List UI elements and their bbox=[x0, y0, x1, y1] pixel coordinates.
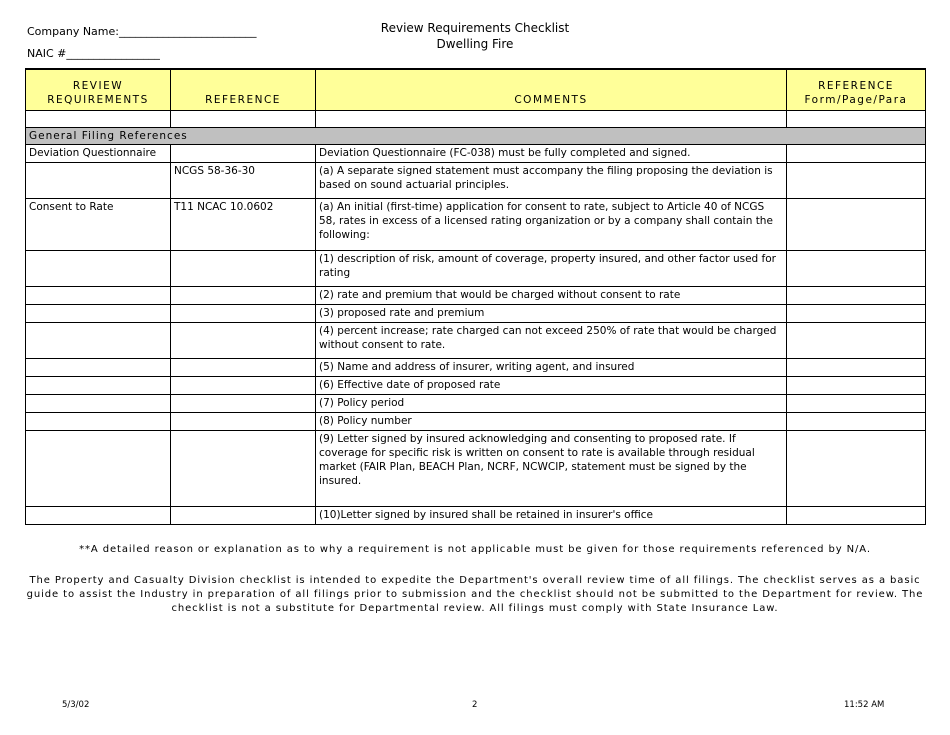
cell-req bbox=[26, 507, 171, 525]
cell-comment: (2) rate and premium that would be charged without consent to rate bbox=[316, 287, 787, 305]
cell-comment: Deviation Questionnaire (FC-038) must be fully completed and signed. bbox=[316, 145, 787, 163]
cell-req bbox=[26, 431, 171, 507]
col-header-comments: COMMENTS bbox=[316, 69, 787, 111]
cell-comment: (5) Name and address of insurer, writing agent, and insured bbox=[316, 359, 787, 377]
cell-ref bbox=[171, 251, 316, 287]
cell-comment: (6) Effective date of proposed rate bbox=[316, 377, 787, 395]
cell-req bbox=[26, 287, 171, 305]
cell-form bbox=[787, 359, 926, 377]
cell-form bbox=[787, 431, 926, 507]
cell-req: Consent to Rate bbox=[26, 199, 171, 251]
cell-comment: (10)Letter signed by insured shall be retained in insurer's office bbox=[316, 507, 787, 525]
cell-req bbox=[26, 359, 171, 377]
cell-ref: T11 NCAC 10.0602 bbox=[171, 199, 316, 251]
naic-field bbox=[27, 47, 160, 60]
cell-form bbox=[787, 323, 926, 359]
table-row bbox=[26, 323, 926, 359]
table-row bbox=[26, 305, 926, 323]
cell-ref bbox=[171, 145, 316, 163]
cell-form bbox=[787, 395, 926, 413]
title-line-1: Review Requirements Checklist bbox=[380, 21, 570, 35]
table-cell bbox=[787, 111, 926, 128]
table-cell bbox=[316, 111, 787, 128]
col-header-review bbox=[26, 69, 171, 111]
table-row bbox=[26, 145, 926, 163]
cell-ref bbox=[171, 377, 316, 395]
section-row bbox=[26, 128, 926, 145]
table-row bbox=[26, 377, 926, 395]
cell-form bbox=[787, 377, 926, 395]
cell-comment: (7) Policy period bbox=[316, 395, 787, 413]
checklist-table bbox=[25, 68, 926, 525]
table-cell bbox=[171, 111, 316, 128]
col-header-reference: REFERENCE bbox=[171, 69, 316, 111]
cell-ref bbox=[171, 507, 316, 525]
cell-form bbox=[787, 199, 926, 251]
cell-req bbox=[26, 305, 171, 323]
disclaimer-text: The Property and Casualty Division checklist is intended to expedite the Department's overall review time of all filings. The checklist serves as a basic guide to assist the Industry in preparation of all filings prior to submission and the checklist should not be submitted to the Department for review. The checklist is not a substitute for Departmental review. All filings must comply with State Insurance Law. bbox=[26, 575, 924, 614]
col-header-form-ref-line2: Form/Page/Para bbox=[804, 94, 908, 106]
cell-ref: NCGS 58-36-30 bbox=[171, 163, 316, 199]
col-header-review-line2: REQUIREMENTS bbox=[47, 94, 149, 106]
cell-comment: (a) A separate signed statement must accompany the filing proposing the deviation is based on sound actuarial principles. bbox=[316, 163, 787, 199]
cell-form bbox=[787, 507, 926, 525]
table-row bbox=[26, 287, 926, 305]
cell-comment: (a) An initial (first-time) application for consent to rate, subject to Article 40 of NCGS 58, rates in excess of a licensed rating organization or by a company shall contain the following: bbox=[316, 199, 787, 251]
table-row bbox=[26, 431, 926, 507]
footer-date: 5/3/02 bbox=[62, 700, 90, 710]
naic-blank: _________________ bbox=[66, 47, 160, 60]
section-title: General Filing References bbox=[26, 128, 926, 145]
document-title bbox=[315, 20, 635, 52]
cell-ref bbox=[171, 413, 316, 431]
cell-form bbox=[787, 287, 926, 305]
company-name-blank: _________________________ bbox=[119, 25, 257, 38]
table-row bbox=[26, 251, 926, 287]
title-line-2: Dwelling Fire bbox=[436, 37, 514, 51]
footer-page-number: 2 bbox=[472, 700, 478, 710]
table-row bbox=[26, 507, 926, 525]
cell-form bbox=[787, 251, 926, 287]
cell-comment: (3) proposed rate and premium bbox=[316, 305, 787, 323]
cell-ref bbox=[171, 431, 316, 507]
spacer-row bbox=[26, 111, 926, 128]
cell-req bbox=[26, 395, 171, 413]
table-row bbox=[26, 359, 926, 377]
cell-req bbox=[26, 251, 171, 287]
col-header-form-ref bbox=[787, 69, 926, 111]
cell-form bbox=[787, 413, 926, 431]
cell-form bbox=[787, 305, 926, 323]
cell-req bbox=[26, 323, 171, 359]
cell-comment: (1) description of risk, amount of coverage, property insured, and other factor used for rating bbox=[316, 251, 787, 287]
company-name-field bbox=[27, 25, 257, 38]
table-row bbox=[26, 413, 926, 431]
na-note: **A detailed reason or explanation as to why a requirement is not applicable must be given for those requirements referenced by N/A. bbox=[79, 544, 871, 555]
cell-form bbox=[787, 145, 926, 163]
cell-comment: (4) percent increase; rate charged can not exceed 250% of rate that would be charged without consent to rate. bbox=[316, 323, 787, 359]
company-name-label: Company Name: bbox=[27, 25, 119, 38]
table-row bbox=[26, 395, 926, 413]
cell-ref bbox=[171, 395, 316, 413]
cell-comment: (9) Letter signed by insured acknowledging and consenting to proposed rate. If coverage for specific risk is written on consent to rate is available through residual market (FAIR Plan, BEACH Plan, NCRF, NCWCIP, statement must be signed by the insured. bbox=[316, 431, 787, 507]
cell-req bbox=[26, 377, 171, 395]
cell-ref bbox=[171, 359, 316, 377]
cell-comment: (8) Policy number bbox=[316, 413, 787, 431]
footer-time: 11:52 AM bbox=[844, 700, 885, 710]
cell-req bbox=[26, 163, 171, 199]
cell-ref bbox=[171, 305, 316, 323]
naic-label: NAIC # bbox=[27, 47, 67, 60]
table-header-row bbox=[26, 69, 926, 111]
table-row bbox=[26, 199, 926, 251]
cell-req bbox=[26, 413, 171, 431]
cell-ref bbox=[171, 287, 316, 305]
table-row bbox=[26, 163, 926, 199]
cell-ref bbox=[171, 323, 316, 359]
cell-form bbox=[787, 163, 926, 199]
cell-req: Deviation Questionnaire bbox=[26, 145, 171, 163]
col-header-form-ref-line1: REFERENCE bbox=[818, 80, 894, 92]
col-header-review-line1: REVIEW bbox=[72, 80, 124, 92]
table-cell bbox=[26, 111, 171, 128]
